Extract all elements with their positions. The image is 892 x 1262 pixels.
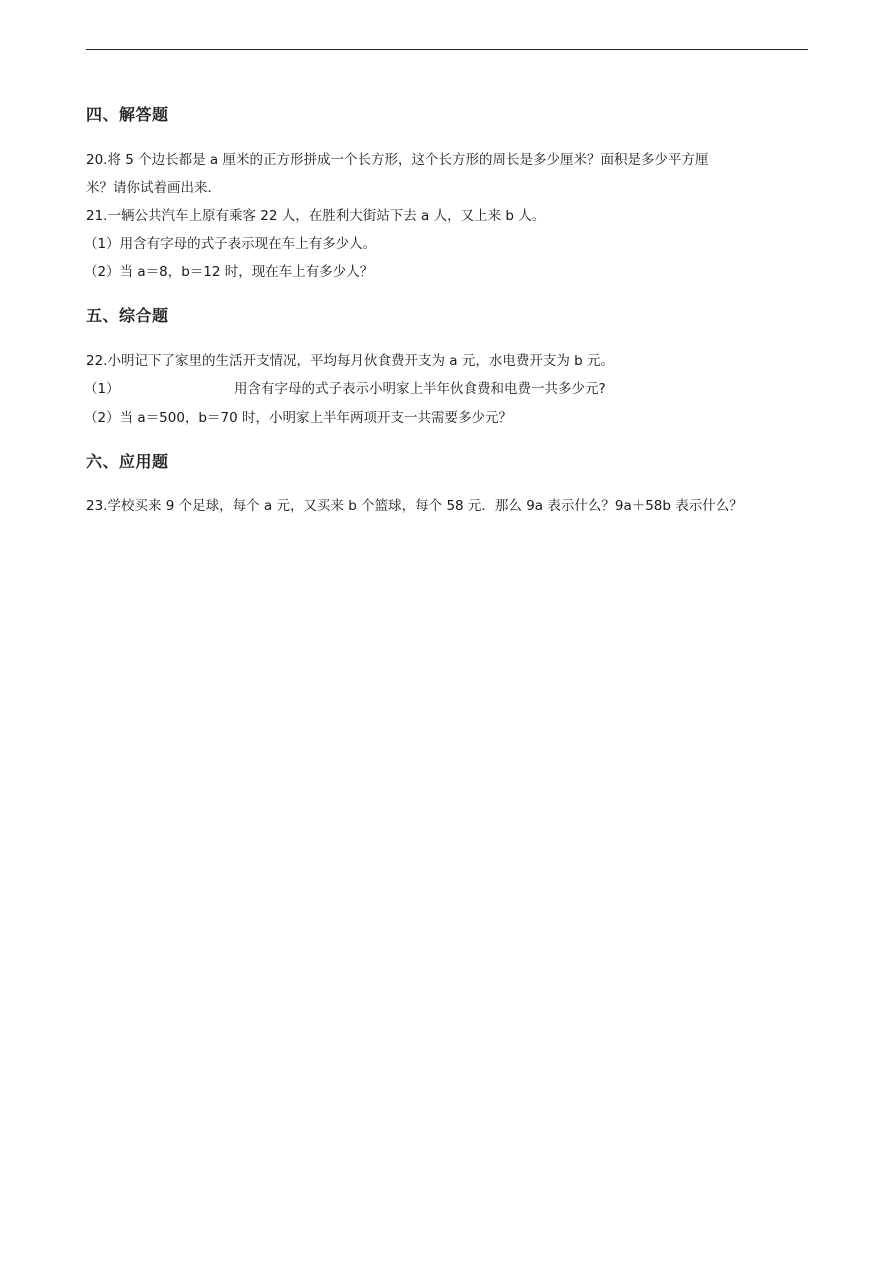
question-21-stem: 21.一辆公共汽车上原有乘客 22 人，在胜利大街站下去 a 人，又上来 b 人。 [86, 208, 546, 224]
question-22-part-1 [84, 380, 606, 398]
question-21-part-1: （1）用含有字母的式子表示现在车上有多少人。 [84, 236, 377, 252]
question-22-part-1-label: （1） [84, 381, 120, 397]
header-divider [86, 49, 808, 50]
question-21-part-2: （2）当 a＝8，b＝12 时，现在车上有多少人？ [84, 264, 374, 280]
question-22-part-2: （2）当 a＝500，b＝70 时，小明家上半年两项开支一共需要多少元？ [84, 410, 512, 426]
question-20-line-2: 米？请你试着画出来． [86, 180, 221, 196]
section-heading-5: 五、综合题 [86, 306, 169, 325]
question-23: 23.学校买来 9 个足球，每个 a 元，又买来 b 个篮球，每个 58 元．那么 9a 表示什么？9a＋58b 表示什么？ [86, 498, 743, 514]
question-22-part-1-text: 用含有字母的式子表示小明家上半年伙食费和电费一共多少元? [234, 381, 606, 397]
question-20-line-1: 20.将 5 个边长都是 a 厘米的正方形拼成一个长方形，这个长方形的周长是多少厘米？面积是多少平方厘 [86, 152, 709, 168]
section-heading-6: 六、应用题 [86, 452, 169, 471]
section-heading-4: 四、解答题 [86, 105, 169, 124]
question-22-stem: 22.小明记下了家里的生活开支情况，平均每月伙食费开支为 a 元，水电费开支为 b 元。 [86, 353, 614, 369]
